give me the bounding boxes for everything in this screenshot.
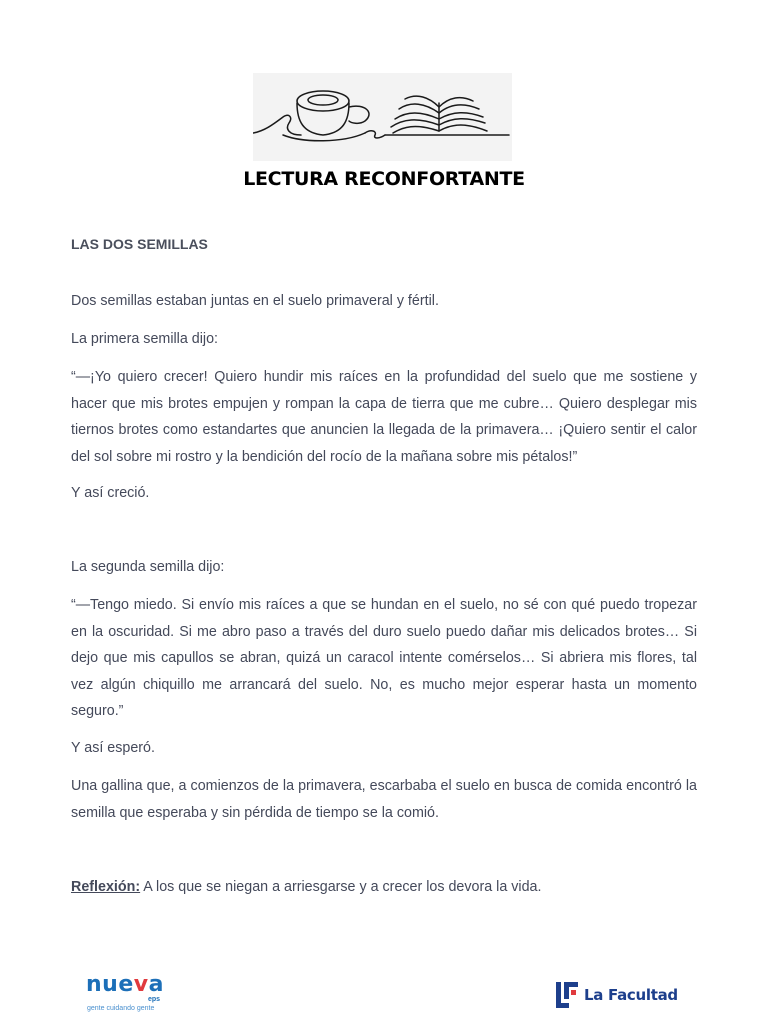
reflection-text: A los que se niegan a arriesgarse y a crecer los devora la vida. [140,879,542,895]
paragraph-5: La segunda semilla dijo: [71,559,225,575]
document-title: LECTURA RECONFORTANTE [243,168,525,190]
paragraph-3: “—¡Yo quiero crecer! Quiero hundir mis raíces en la profundidad del suelo que me sostiene y hacer que mis brotes empujen y rompan la capa de tierra que me cubre… Quiero desplegar mis tiernos brotes como estandartes que anuncien la llegada de la primavera… ¡Quiero sentir el calor del sol sobre mi rostro y la bendición del rocío de la mañana sobre mis pétalos!” [71,369,697,465]
paragraph-7: Y así esperó. [71,740,155,756]
paragraph-2: La primera semilla dijo: [71,331,218,347]
nueva-tagline: gente cuidando gente [87,1005,155,1012]
la-facultad-mark-icon [556,982,578,1008]
nueva-wordmark: nueva [86,972,164,997]
coffee-cup-book-line-art-icon [253,73,512,161]
paragraph-1: Dos semillas estaban juntas en el suelo primaveral y fértil. [71,293,439,309]
paragraph-8: Una gallina que, a comienzos de la primavera, escarbaba el suelo en busca de comida encontró la semilla que esperaba y sin pérdida de tiempo se la comió. [71,778,697,821]
la-facultad-logo [556,982,681,1010]
nueva-v-letter: v [133,972,149,997]
nueva-eps-logo [84,972,174,1016]
reflection-paragraph [71,874,697,901]
la-facultad-wordmark: La Facultad [584,986,678,1004]
story-title: LAS DOS SEMILLAS [71,236,208,252]
reflection-label: Reflexión: [71,879,141,895]
header-illustration-coffee-book [253,73,512,161]
paragraph-6: “—Tengo miedo. Si envío mis raíces a que se hundan en el suelo, no sé con qué puedo tropezar en la oscuridad. Si me abro paso a través del duro suelo puedo dañar mis delicados brotes… Si dejo que mis capullos se abran, quizá un caracol intente comérselos… Si abriera mis flores, tal vez algún chiquillo me arrancará del suelo. No, es mucho mejor esperar hasta un momento seguro.” [71,597,697,719]
nueva-eps-text: eps [148,996,161,1003]
paragraph-4: Y así creció. [71,485,150,501]
